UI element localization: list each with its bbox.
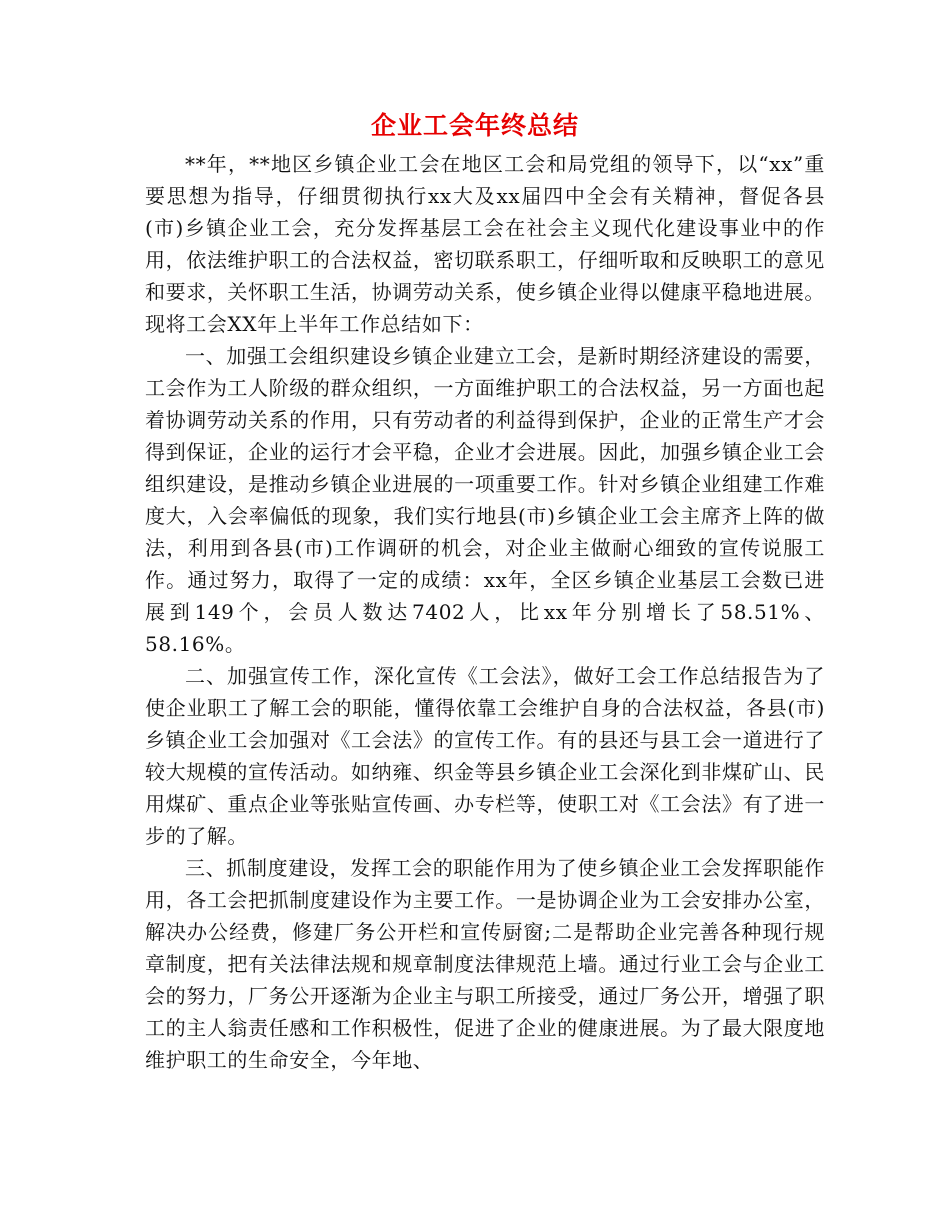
paragraph-section-1: 一、加强工会组织建设乡镇企业建立工会，是新时期经济建设的需要，工会作为工人阶级的群众组织，一方面维护职工的合法权益，另一方面也起着协调劳动关系的作用，只有劳动者的利益得到保护，企业的正常生产才会得到保证，企业的运行才会平稳，企业才会进展。因此，加强乡镇企业工会组织建设，是推动乡镇企业进展的一项重要工作。针对乡镇企业组建工作难度大，入会率偏低的现象，我们实行地县(市)乡镇企业工会主席齐上阵的做法，利用到各县(市)工作调研的机会，对企业主做耐心细致的宣传说服工作。通过努力，取得了一定的成绩：xx年，全区乡镇企业基层工会数已进展到149个，会员人数达7402人，比xx年分别增长了58.51%、58.16%。 <box>145 344 825 656</box>
paragraph-intro: **年，**地区乡镇企业工会在地区工会和局党组的领导下，以“xx”重要思想为指导，仔细贯彻执行xx大及xx届四中全会有关精神，督促各县(市)乡镇企业工会，充分发挥基层工会在社会主义现代化建设事业中的作用，依法维护职工的合法权益，密切联系职工，仔细听取和反映职工的意见和要求，关怀职工生活，协调劳动关系，使乡镇企业得以健康平稳地进展。现将工会XX年上半年工作总结如下： <box>145 152 825 336</box>
document-body <box>145 148 825 1076</box>
paragraph-section-3: 三、抓制度建设，发挥工会的职能作用为了使乡镇企业工会发挥职能作用，各工会把抓制度建设作为主要工作。一是协调企业为工会安排办公室，解决办公经费，修建厂务公开栏和宣传厨窗;二是帮助企业完善各种现行规章制度，把有关法律法规和规章制度法律规范上墙。通过行业工会与企业工会的努力，厂务公开逐渐为企业主与职工所接受，通过厂务公开，增强了职工的主人翁责任感和工作积极性，促进了企业的健康进展。为了最大限度地维护职工的生命安全，今年地、 <box>145 856 825 1072</box>
document-title: 企业工会年终总结 <box>370 111 579 140</box>
paragraph-section-2: 二、加强宣传工作，深化宣传《工会法》，做好工会工作总结报告为了使企业职工了解工会的职能，懂得依靠工会维护自身的合法权益，各县(市)乡镇企业工会加强对《工会法》的宣传工作。有的县还与县工会一道进行了较大规模的宣传活动。如纳雍、织金等县乡镇企业工会深化到非煤矿山、民用煤矿、重点企业等张贴宣传画、办专栏等，使职工对《工会法》有了进一步的了解。 <box>145 664 825 848</box>
